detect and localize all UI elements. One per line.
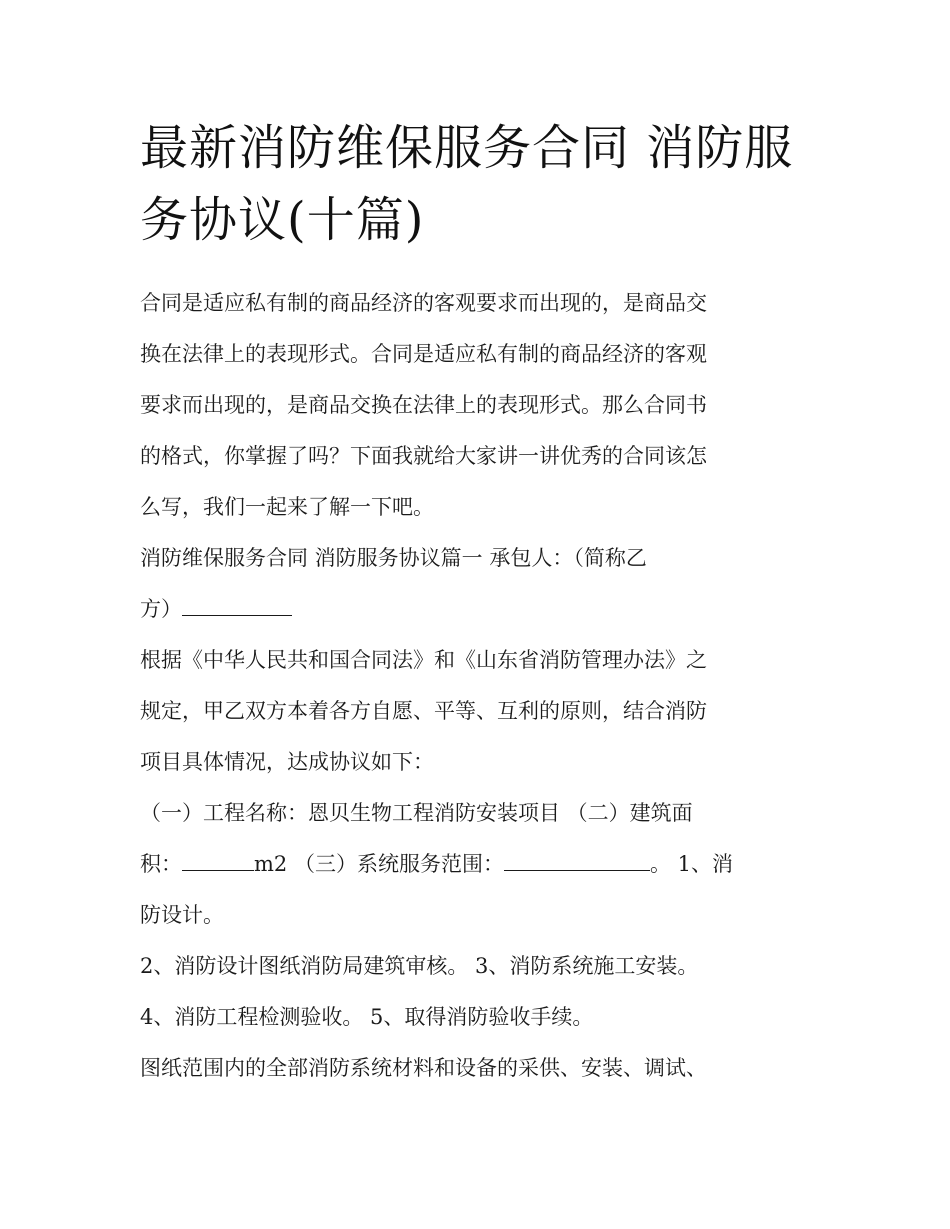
title-line-1: 最新消防维保服务合同 消防服 (140, 120, 794, 176)
scope-label: m2 （三）系统服务范围： (254, 852, 504, 876)
item-paragraph-line: 防设计。 (140, 903, 224, 927)
item-1-label: 。 1、消 (649, 852, 733, 876)
item-paragraph-line (140, 839, 830, 890)
item-paragraph-line: 2、消防设计图纸消防局建筑审核。 3、消防系统施工安装。 (140, 954, 699, 978)
intro-paragraph-line: 么写，我们一起来了解一下吧。 (140, 495, 434, 519)
document-body (140, 278, 830, 1094)
intro-paragraph-line: 的格式，你掌握了吗？下面我就给大家讲一讲优秀的合同该怎 (140, 444, 707, 468)
area-label: 积： (140, 852, 182, 876)
intro-paragraph-line: 要求而出现的，是商品交换在法律上的表现形式。那么合同书 (140, 393, 707, 417)
basis-paragraph-line: 项目具体情况，达成协议如下： (140, 750, 434, 774)
scope-blank (504, 851, 650, 871)
basis-paragraph-line: 规定，甲乙双方本着各方自愿、平等、互利的原则，结合消防 (140, 699, 707, 723)
section-heading-line (140, 584, 830, 635)
party-b-label: 方） (140, 597, 182, 621)
intro-paragraph-line: 换在法律上的表现形式。合同是适应私有制的商品经济的客观 (140, 342, 707, 366)
title-line-2: 务协议(十篇) (140, 192, 425, 248)
basis-paragraph-line: 根据《中华人民共和国合同法》和《山东省消防管理办法》之 (140, 648, 707, 672)
item-paragraph-line: 4、消防工程检测验收。 5、取得消防验收手续。 (140, 1005, 594, 1029)
intro-paragraph-line: 合同是适应私有制的商品经济的客观要求而出现的，是商品交 (140, 291, 707, 315)
scope-paragraph-line: 图纸范围内的全部消防系统材料和设备的采供、安装、调试、 (140, 1056, 707, 1080)
item-paragraph-line: （一）工程名称：恩贝生物工程消防安装项目 （二）建筑面 (140, 801, 693, 825)
section-heading-line: 消防维保服务合同 消防服务协议篇一 承包人：（简称乙 (140, 546, 647, 570)
area-blank (182, 851, 254, 871)
document-title (140, 112, 820, 256)
party-b-blank (182, 596, 292, 616)
